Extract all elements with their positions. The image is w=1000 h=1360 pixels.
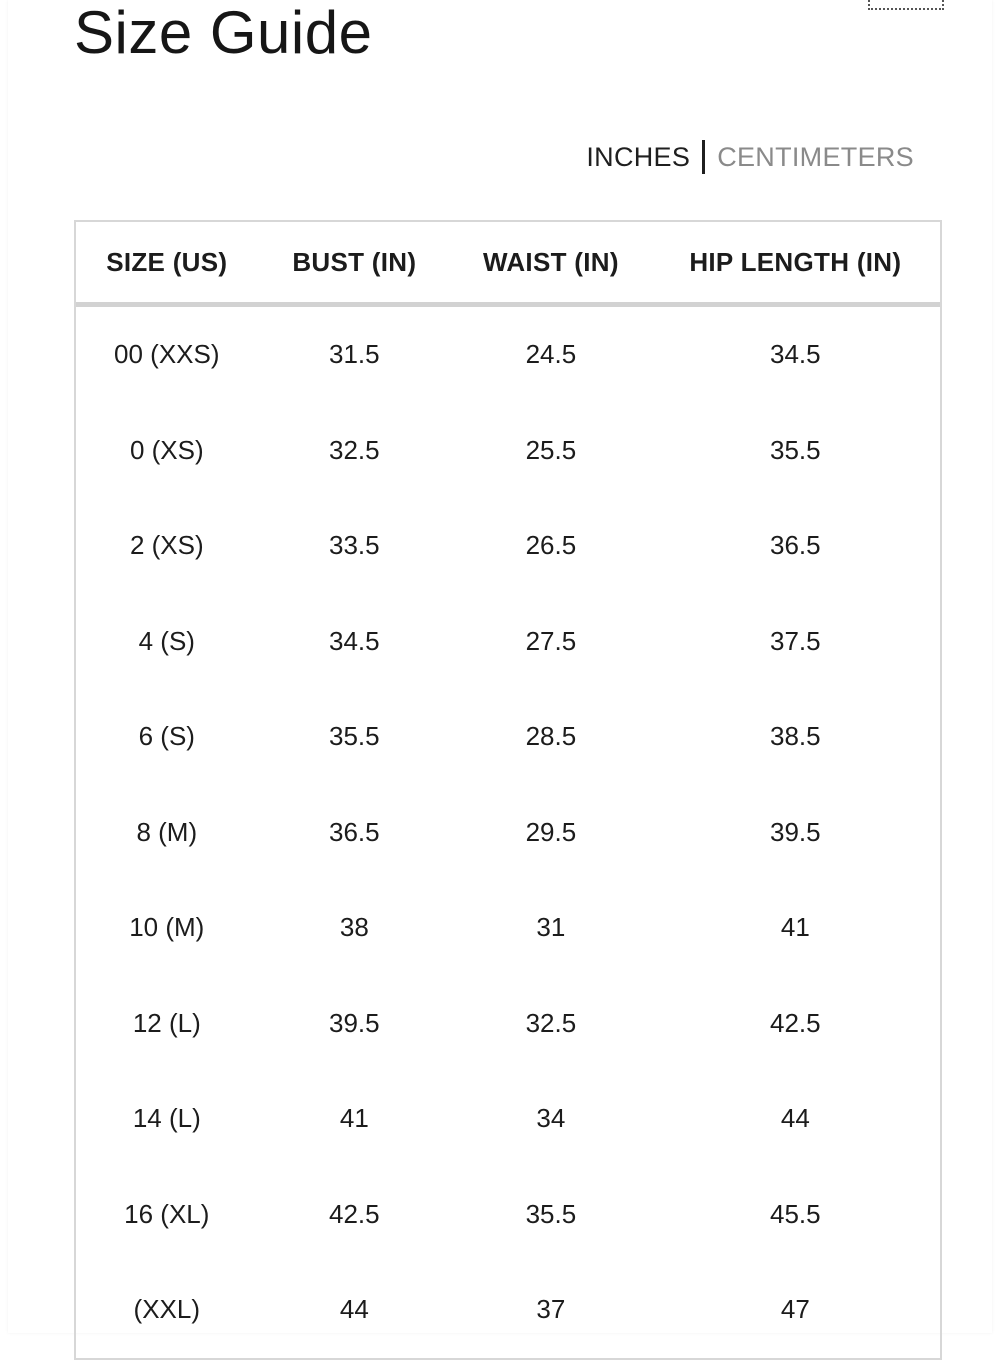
cell-bust: 34.5	[329, 625, 380, 656]
cell-bust: 31.5	[329, 339, 380, 370]
unit-inches-option[interactable]: INCHES	[586, 141, 691, 172]
size-table	[76, 222, 940, 1358]
cell-bust: 36.5	[329, 816, 380, 847]
cell-waist: 26.5	[525, 530, 577, 561]
cell-size: 16 (XL)	[124, 1198, 210, 1229]
cell-hip: 38.5	[770, 721, 821, 752]
cell-bust: 33.5	[329, 530, 380, 561]
table-header-row	[76, 222, 940, 305]
header-size: SIZE (US)	[76, 222, 258, 305]
table-row	[76, 1167, 940, 1263]
table-row	[76, 689, 940, 785]
cell-size: 14 (L)	[132, 1103, 201, 1134]
cell-size: 4 (S)	[138, 625, 195, 656]
size-guide-panel	[8, 0, 992, 1333]
cell-size: 00 (XXS)	[114, 339, 220, 370]
close-button[interactable]	[868, 0, 944, 10]
cell-waist: 31	[536, 912, 566, 943]
header-bust: BUST (IN)	[258, 222, 452, 305]
size-table-container	[74, 220, 942, 1360]
cell-waist: 29.5	[525, 816, 577, 847]
cell-size: 0 (XS)	[129, 434, 204, 465]
cell-size: 8 (M)	[136, 816, 198, 847]
cell-size: 2 (XS)	[129, 530, 204, 561]
table-row	[76, 976, 940, 1072]
cell-waist: 24.5	[525, 339, 577, 370]
unit-divider	[702, 140, 705, 174]
cell-bust: 44	[339, 1294, 369, 1325]
header-hip-length: HIP LENGTH (IN)	[651, 222, 940, 305]
page-title: Size Guide	[74, 0, 373, 66]
cell-bust: 39.5	[329, 1007, 380, 1038]
cell-hip: 36.5	[770, 530, 821, 561]
cell-size: 6 (S)	[138, 721, 195, 752]
cell-hip: 42.5	[770, 1007, 821, 1038]
table-row	[76, 880, 940, 976]
table-row	[76, 1071, 940, 1167]
cell-hip: 41	[780, 912, 810, 943]
cell-hip: 47	[780, 1294, 810, 1325]
cell-bust: 42.5	[329, 1198, 380, 1229]
cell-bust: 32.5	[329, 434, 380, 465]
table-row	[76, 403, 940, 499]
cell-waist: 28.5	[525, 721, 577, 752]
cell-size: (XXL)	[133, 1294, 201, 1325]
cell-hip: 39.5	[770, 816, 821, 847]
cell-waist: 32.5	[525, 1007, 577, 1038]
cell-bust: 35.5	[329, 721, 380, 752]
cell-hip: 44	[780, 1103, 810, 1134]
cell-bust: 41	[339, 1103, 369, 1134]
table-row	[76, 498, 940, 594]
cell-hip: 35.5	[770, 434, 821, 465]
cell-size: 12 (L)	[132, 1007, 201, 1038]
header-waist: WAIST (IN)	[451, 222, 651, 305]
cell-size: 10 (M)	[129, 912, 205, 943]
unit-centimeters-option[interactable]: CENTIMETERS	[717, 141, 914, 172]
cell-waist: 25.5	[525, 434, 577, 465]
table-row	[76, 305, 940, 403]
cell-hip: 45.5	[770, 1198, 821, 1229]
table-row	[76, 1262, 940, 1358]
cell-waist: 34	[536, 1103, 566, 1134]
cell-waist: 35.5	[525, 1198, 577, 1229]
cell-hip: 34.5	[770, 339, 821, 370]
cell-bust: 38	[339, 912, 369, 943]
table-row	[76, 785, 940, 881]
unit-toggle	[586, 140, 914, 174]
cell-hip: 37.5	[770, 625, 821, 656]
cell-waist: 27.5	[525, 625, 577, 656]
cell-waist: 37	[536, 1294, 566, 1325]
table-row	[76, 594, 940, 690]
